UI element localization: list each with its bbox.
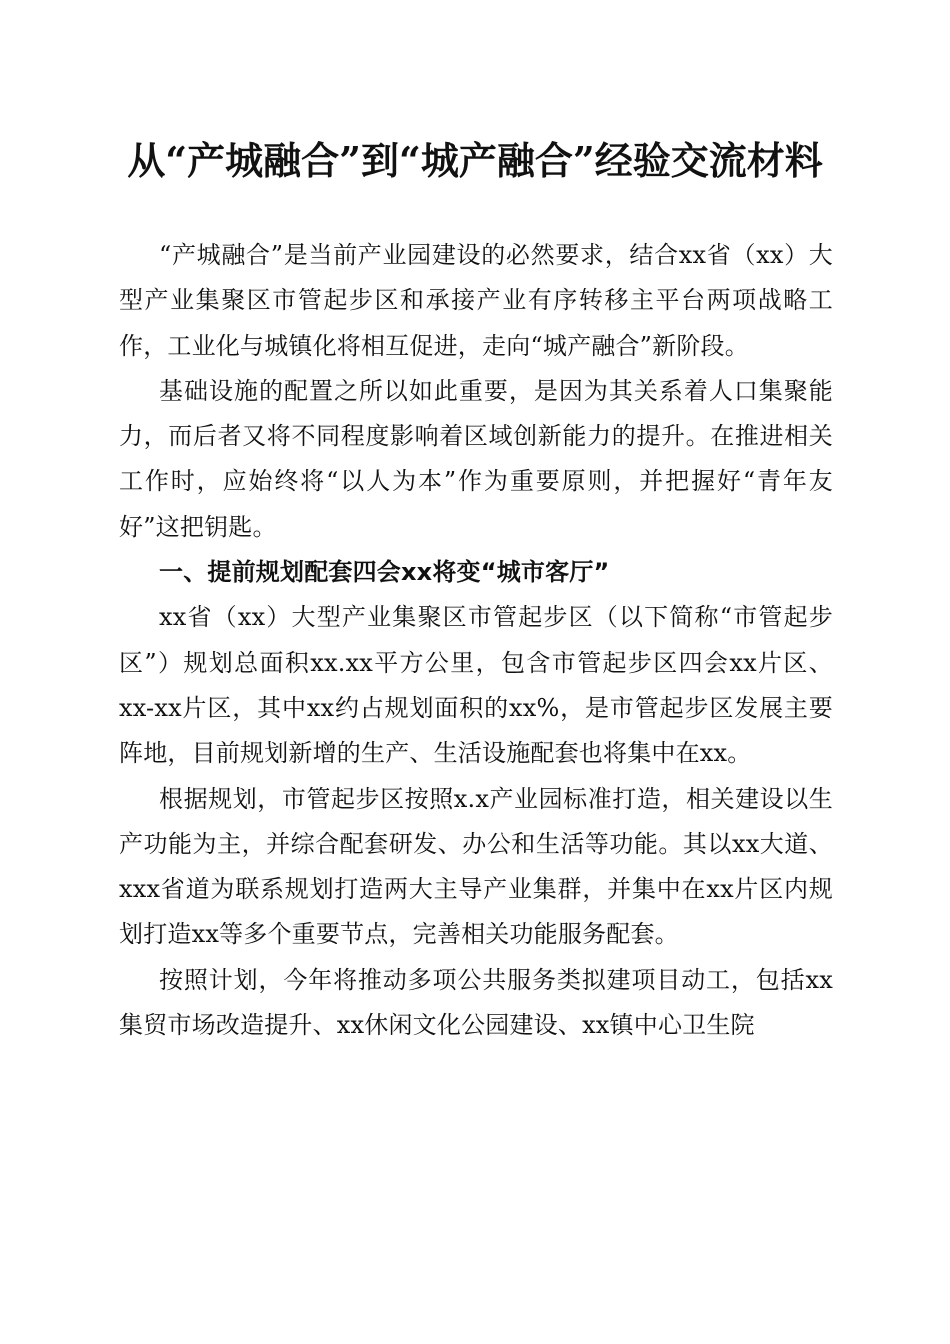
intro-paragraph-2: 基础设施的配置之所以如此重要，是因为其关系着人口集聚能力，而后者又将不同程度影响着区域创新能力的提升。在推进相关工作时，应始终将“以人为本”作为重要原则，并把握好“青年友好”这把钥匙。 [119, 376, 833, 541]
section1-paragraph-2: 根据规划，市管起步区按照x.x产业园标准打造，相关建设以生产功能为主，并综合配套研发、办公和生活等功能。其以xx大道、xxx省道为联系规划打造两大主导产业集群，并集中在xx片区内规划打造xx等多个重要节点，完善相关功能服务配套。 [119, 784, 833, 949]
document-body [119, 233, 833, 1048]
section1-paragraph-3: 按照计划，今年将推动多项公共服务类拟建项目动工，包括xx集贸市场改造提升、xx休闲文化公园建设、xx镇中心卫生院 [119, 965, 833, 1040]
section1-paragraph-1: xx省（xx）大型产业集聚区市管起步区（以下简称“市管起步区”）规划总面积xx.xx平方公里，包含市管起步区四会xx片区、xx-xx片区，其中xx约占规划面积的xx%，是市管起步区发展主要阵地，目前规划新增的生产、生活设施配套也将集中在xx。 [119, 603, 833, 768]
section-heading-1: 一、提前规划配套四会xx将变“城市客厅” [159, 558, 610, 587]
document-title: 从“产城融合”到“城产融合”经验交流材料 [127, 138, 823, 183]
intro-paragraph-1: “产城融合”是当前产业园建设的必然要求，结合xx省（xx）大型产业集聚区市管起步区和承接产业有序转移主平台两项战略工作，工业化与城镇化将相互促进，走向“城产融合”新阶段。 [119, 241, 833, 360]
